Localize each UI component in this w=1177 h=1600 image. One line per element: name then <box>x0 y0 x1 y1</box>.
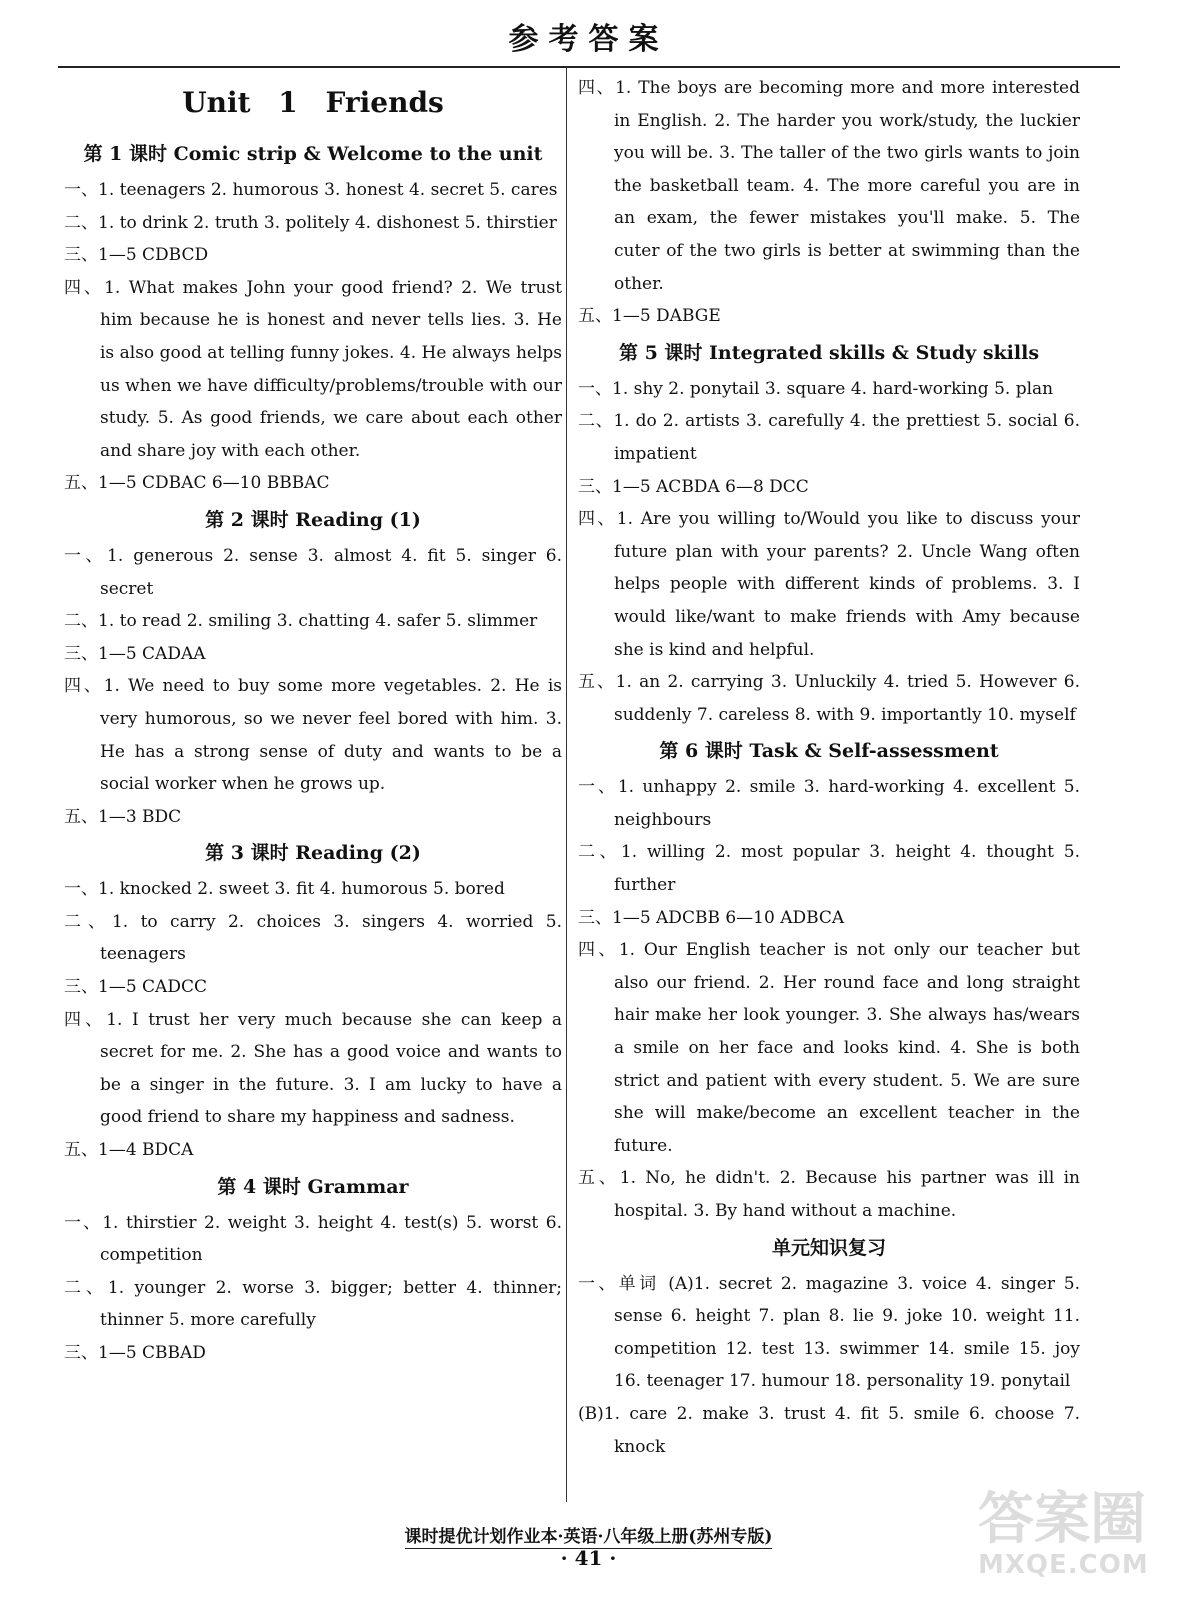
answer-item: 二、1. to carry 2. choices 3. singers 4. worried 5. teenagers <box>64 911 562 965</box>
page-number: · 41 · <box>560 1546 617 1570</box>
watermark-url: MXQE.COM <box>978 1550 1149 1580</box>
answer-item: 二、1. to read 2. smiling 3. chatting 4. safer 5. slimmer <box>64 611 538 632</box>
answer-item: 三、1—5 CADCC <box>64 977 207 998</box>
watermark-logo: 答案圈 <box>978 1487 1146 1552</box>
lesson-heading: 单元知识复习 <box>771 1236 886 1259</box>
answer-item: 五、1—3 BDC <box>64 806 182 827</box>
answer-item: 一、1. unhappy 2. smile 3. hard-working 4. excellent 5. neighbours <box>578 777 1080 830</box>
answer-item: 四、1. We need to buy some more vegetables. 2. He is very humorous, so we never feel bored with him. 3. He has a strong sense of duty and wants to be a social worker when he grows up. <box>64 676 562 795</box>
answer-item: 一、1. generous 2. sense 3. almost 4. fit 5. singer 6. secret <box>64 545 562 599</box>
answer-item: 五、1—5 CDBAC 6—10 BBBAC <box>64 473 330 494</box>
answer-item: 三、1—5 CDBCD <box>64 245 209 266</box>
left-column <box>64 72 562 1370</box>
header-rule <box>58 66 1120 68</box>
answer-item: 三、1—5 CADAA <box>64 643 206 664</box>
answer-item: 二、1. do 2. artists 3. carefully 4. the prettiest 5. social 6. impatient <box>578 411 1080 464</box>
answer-item: 五、1. No, he didn't. 2. Because his partner was ill in hospital. 3. By hand without a machine. <box>578 1168 1080 1221</box>
unit-title: Unit 1 Friends <box>182 86 444 119</box>
watermark <box>978 1487 1158 1590</box>
answer-item: 一、单词 (A)1. secret 2. magazine 3. voice 4. singer 5. sense 6. height 7. plan 8. lie 9. joke 10. weight 11. competition 12. test 13. swimmer 14. smile 15. joy 16. teenager 17. humour 18. personality 19. ponytail <box>578 1273 1080 1392</box>
answer-item: (B)1. care 2. make 3. trust 4. fit 5. smile 6. choose 7. knock <box>578 1403 1080 1457</box>
lesson-heading: 第 6 课时 Task & Self-assessment <box>659 740 999 763</box>
answer-item: 一、1. knocked 2. sweet 3. fit 4. humorous 5. bored <box>64 879 505 900</box>
answer-item: 四、1. Our English teacher is not only our teacher but also our friend. 2. Her round face and long straight hair make her look younger. 3. She always has/wears a smile on her face and looks kind. 4. She is both strict and patient with every student. 5. We are sure she will make/become an excellent teacher in the future. <box>578 940 1080 1156</box>
answer-item: 四、1. The boys are becoming more and more interested in English. 2. The harder you work/study, the luckier you will be. 3. The taller of the two girls wants to join the basketball team. 4. The more careful you are in an exam, the fewer mistakes you'll make. 5. The cuter of the two girls is better at swimming than the other. <box>578 78 1080 294</box>
answer-item: 四、1. I trust her very much because she can keep a secret for me. 2. She has a good voice and wants to be a singer in the future. 3. I am lucky to have a good friend to share my happiness and sadness. <box>64 1009 562 1128</box>
answer-item: 三、1—5 CBBAD <box>64 1343 206 1363</box>
column-divider <box>566 66 567 1502</box>
page-title: 参考答案 <box>508 22 669 57</box>
lesson-heading: 第 2 课时 Reading (1) <box>205 508 421 531</box>
answer-item: 一、1. teenagers 2. humorous 3. honest 4. secret 5. cares <box>64 180 558 200</box>
answer-item: 三、1—5 ACBDA 6—8 DCC <box>578 476 809 497</box>
answer-item: 五、1—5 DABGE <box>578 306 721 327</box>
answer-item: 四、1. Are you willing to/Would you like to discuss your future plan with your parents? 2. Uncle Wang often helps people with different kinds of problems. 3. I would like/want to make friends with Amy because she is kind and helpful. <box>578 509 1080 660</box>
lesson-heading: 第 3 课时 Reading (2) <box>205 842 421 865</box>
lesson-heading: 第 4 课时 Grammar <box>217 1175 409 1198</box>
answer-item: 一、1. shy 2. ponytail 3. square 4. hard-working 5. plan <box>578 378 1054 399</box>
answer-item: 二、1. willing 2. most popular 3. height 4. thought 5. further <box>578 842 1080 896</box>
answer-item: 三、1—5 ADCBB 6—10 ADBCA <box>578 907 845 928</box>
lesson-heading: 第 5 课时 Integrated skills & Study skills <box>618 341 1040 364</box>
answer-item: 一、1. thirstier 2. weight 3. height 4. test(s) 5. worst 6. competition <box>64 1212 562 1266</box>
answer-item: 四、1. What makes John your good friend? 2. We trust him because he is honest and never tells lies. 3. He is also good at telling funny jokes. 4. He always helps us when we have difficulty/problems/trouble with our study. 5. As good friends, we care about each other and share joy with each other. <box>64 277 562 461</box>
footer-book-title-text: 课时提优计划作业本·英语·八年级上册(苏州专版) <box>404 1527 773 1547</box>
answer-item: 二、1. younger 2. worse 3. bigger; better 4. thinner; thinner 5. more carefully <box>64 1277 562 1331</box>
answer-item: 二、1. to drink 2. truth 3. politely 4. dishonest 5. thirstier <box>64 212 557 233</box>
answer-item: 五、1. an 2. carrying 3. Unluckily 4. tried 5. However 6. suddenly 7. careless 8. with 9. importantly 10. myself <box>578 672 1080 725</box>
lesson-heading: 第 1 课时 Comic strip & Welcome to the unit <box>83 143 543 165</box>
right-column <box>578 72 1080 1463</box>
answer-item: 五、1—4 BDCA <box>64 1140 194 1161</box>
